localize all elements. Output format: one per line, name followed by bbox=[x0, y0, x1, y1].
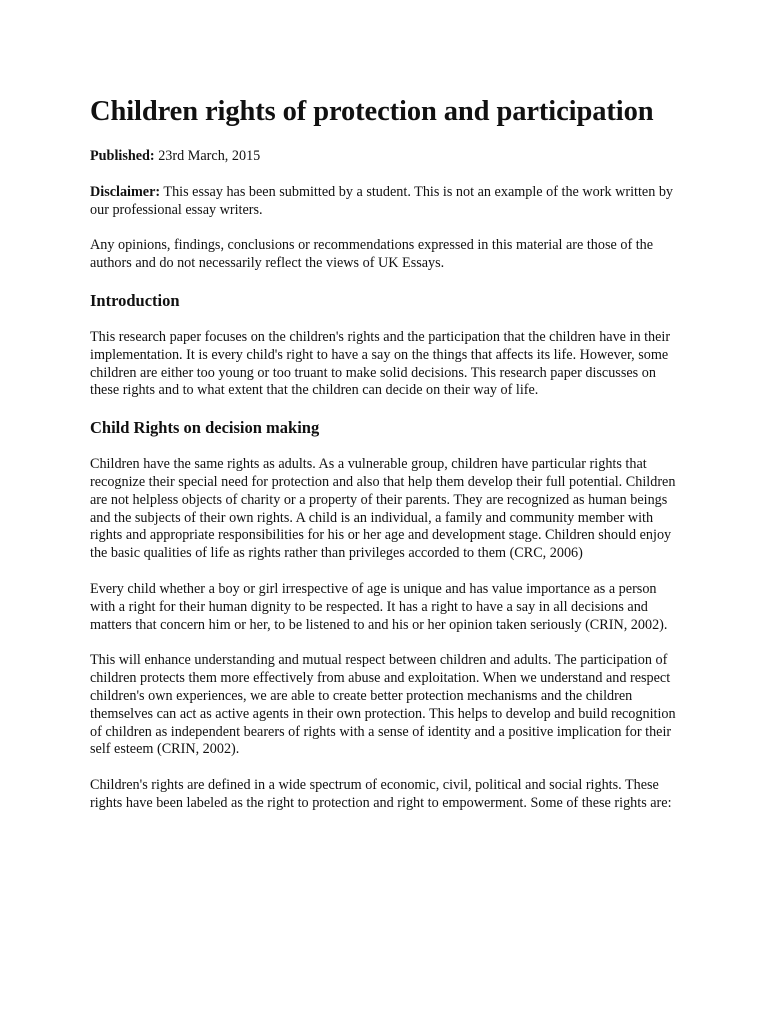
body-paragraph: This will enhance understanding and mutual respect between children and adults. The participation of children protects them more effectively from abuse and exploitation. When we understand and respect children's own experiences, we are able to create better protection mechanisms and the children themselves can act as active agents in their own protection. This helps to develop and build recognition of children as independent bearers of rights with a sense of identity and a positive implication for their self esteem (CRIN, 2002). bbox=[90, 652, 676, 758]
published-label: Published: bbox=[90, 148, 155, 164]
published-line bbox=[90, 148, 680, 166]
section-heading-child-rights: Child Rights on decision making bbox=[90, 418, 320, 438]
disclaimer-label: Disclaimer: bbox=[90, 183, 161, 200]
body-paragraph: Children have the same rights as adults. As a vulnerable group, children have particular rights that recognize their special need for protection and also that help them develop their full potential. Children are not helpless objects of charity or a property of their parents. They are recognized as human beings and the subjects of their own rights. A child is an individual, a family and community member with rights and appropriate responsibilities for his or her age and development stage. Children should enjoy the basic qualities of life as rights rather than privileges accorded to them (CRC, 2006) bbox=[90, 456, 676, 562]
body-paragraph: Children's rights are defined in a wide spectrum of economic, civil, political and social rights. These rights have been labeled as the right to protection and right to empowerment. Some of these rights are: bbox=[90, 777, 672, 811]
section-heading-introduction: Introduction bbox=[90, 290, 180, 310]
article-title: Children rights of protection and participation bbox=[90, 96, 654, 127]
opinions-paragraph: Any opinions, findings, conclusions or recommendations expressed in this material are those of the authors and do not necessarily reflect the views of UK Essays. bbox=[90, 237, 654, 272]
body-paragraph: Every child whether a boy or girl irrespective of age is unique and has value importance as a person with a right for their human dignity to be respected. It has a right to have a say in all decisions and matters that concern him or her, to be listened to and his or her opinion taken seriously (CRIN, 2002). bbox=[90, 580, 668, 633]
disclaimer-text: This essay has been submitted by a student. This is not an example of the work written by our professional essay writers. bbox=[90, 183, 674, 218]
disclaimer-paragraph bbox=[90, 184, 680, 220]
document-page bbox=[90, 93, 680, 831]
introduction-paragraph: This research paper focuses on the children's rights and the participation that the children have in their implementation. It is every child's right to have a say on the things that affects its life. However, some children are either too young or too truant to make solid decisions. This research paper discusses on these rights and to what extent that the children can decide on their way of life. bbox=[90, 328, 671, 399]
published-date: 23rd March, 2015 bbox=[154, 148, 261, 164]
